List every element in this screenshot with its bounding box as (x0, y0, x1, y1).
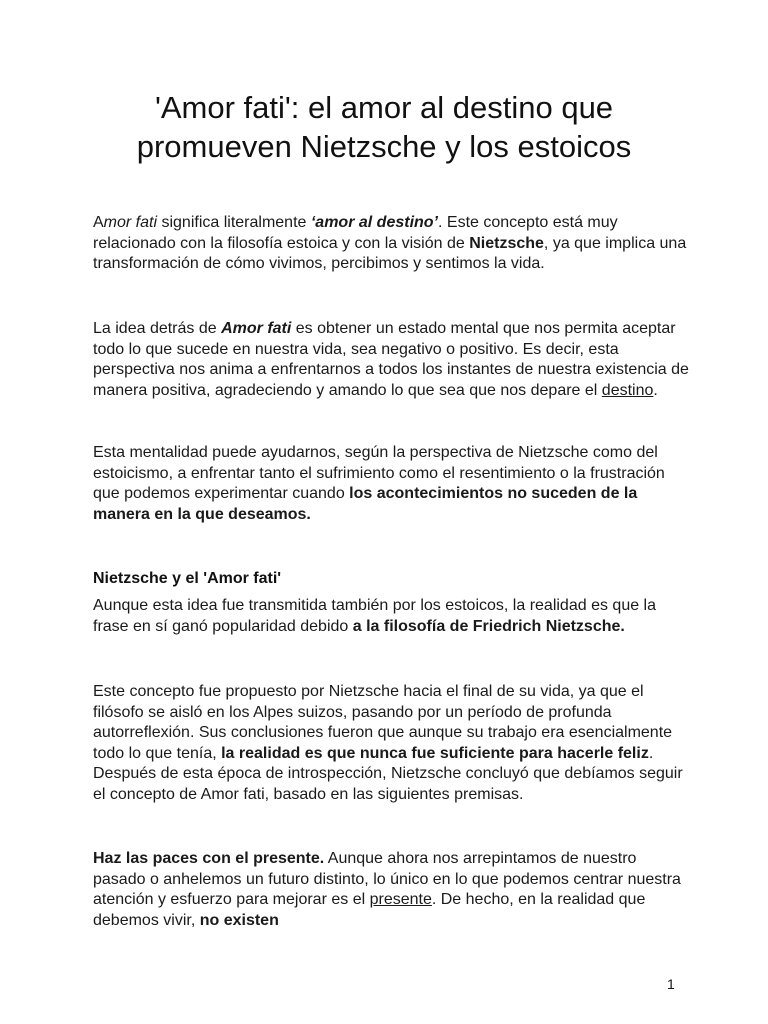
section-heading: Nietzsche y el 'Amor fati' (93, 570, 282, 587)
p1-bold-italic-amor-al-destino: ‘amor al destino’ (310, 214, 438, 231)
document-title (93, 88, 675, 166)
p6-text-d: . De hecho, en la realidad que debemos vivir, (93, 891, 646, 929)
p1-bold-nietzsche: Nietzsche (469, 234, 544, 252)
title-line-2: promueven Nietzsche y los estoicos (136, 129, 632, 164)
paragraph-4 (93, 596, 693, 637)
paragraph-5 (93, 682, 693, 806)
p2-bold-italic-amor-fati: Amor fati (221, 320, 292, 337)
p1-text-e: . Este concepto está muy relacionado con la filosofía estoica y con la visión de (93, 214, 618, 252)
p1-italic-amor-fati: mor fati (103, 214, 158, 231)
p3-text-a: Esta mentalidad puede ayudarnos, según la perspectiva de Nietzsche como del estoicismo, a enfrentar tanto el sufrimiento como el resentimiento o la frustración que podemos experimentar cuando (93, 444, 665, 503)
p1-text-a: A (93, 214, 104, 231)
p1-text-c: significa literalmente (157, 214, 311, 231)
p1-text-g: , ya que implica una transformación de cómo vivimos, percibimos y sentimos la vida. (93, 234, 687, 273)
paragraph-3 (93, 443, 693, 525)
p4-bold-text: a la filosofía de Friedrich Nietzsche. (352, 617, 625, 635)
title-line-1: 'Amor fati': el amor al destino que (154, 90, 614, 125)
p3-bold-text: los acontecimientos no suceden de la manera en la que deseamos. (93, 485, 638, 523)
p5-bold-text: la realidad es que nunca fue suficiente para hacerle feliz (221, 744, 649, 762)
page-number: 1 (667, 976, 675, 992)
p5-text-c: . Después de esta época de introspección, Nietzsche concluyó que debíamos seguir el concepto de Amor fati, basado en las siguientes premisas. (93, 744, 683, 803)
p2-text-a: La idea detrás de (93, 320, 222, 337)
paragraph-2 (93, 319, 693, 401)
p2-text-e: . (653, 381, 658, 399)
p2-text-c: es obtener un estado mental que nos permita aceptar todo lo que sucede en nuestra vida, sea negativo o positivo. Es decir, esta perspectiva nos anima a enfrentarnos a todos los instantes de nuestra existencia de manera positiva, agradeciendo y amando lo que sea que nos depare el (93, 320, 689, 399)
p6-bold-lead: Haz las paces con el presente. (93, 850, 325, 867)
paragraph-1 (93, 213, 693, 275)
p2-underlined-destino: destino (601, 381, 654, 399)
p6-underlined-presente: presente (369, 891, 432, 909)
p6-bold-no-existen: no existen (199, 911, 279, 929)
p6-text-b: Aunque ahora nos arrepintamos de nuestro pasado o anhelemos un futuro distinto, lo único en lo que podemos centrar nuestra atención y esfuerzo para mejorar es el (93, 850, 681, 909)
paragraph-6 (93, 849, 693, 931)
p5-text-a: Este concepto fue propuesto por Nietzsche hacia el final de su vida, ya que el filósofo se aisló en los Alpes suizos, pasando por un período de profunda autorreflexión. Sus conclusiones fueron que aunque su trabajo era esencialmente todo lo que tenía, (93, 683, 673, 762)
p4-text-a: Aunque esta idea fue transmitida también por los estoicos, la realidad es que la frase en sí ganó popularidad debido (93, 597, 657, 635)
